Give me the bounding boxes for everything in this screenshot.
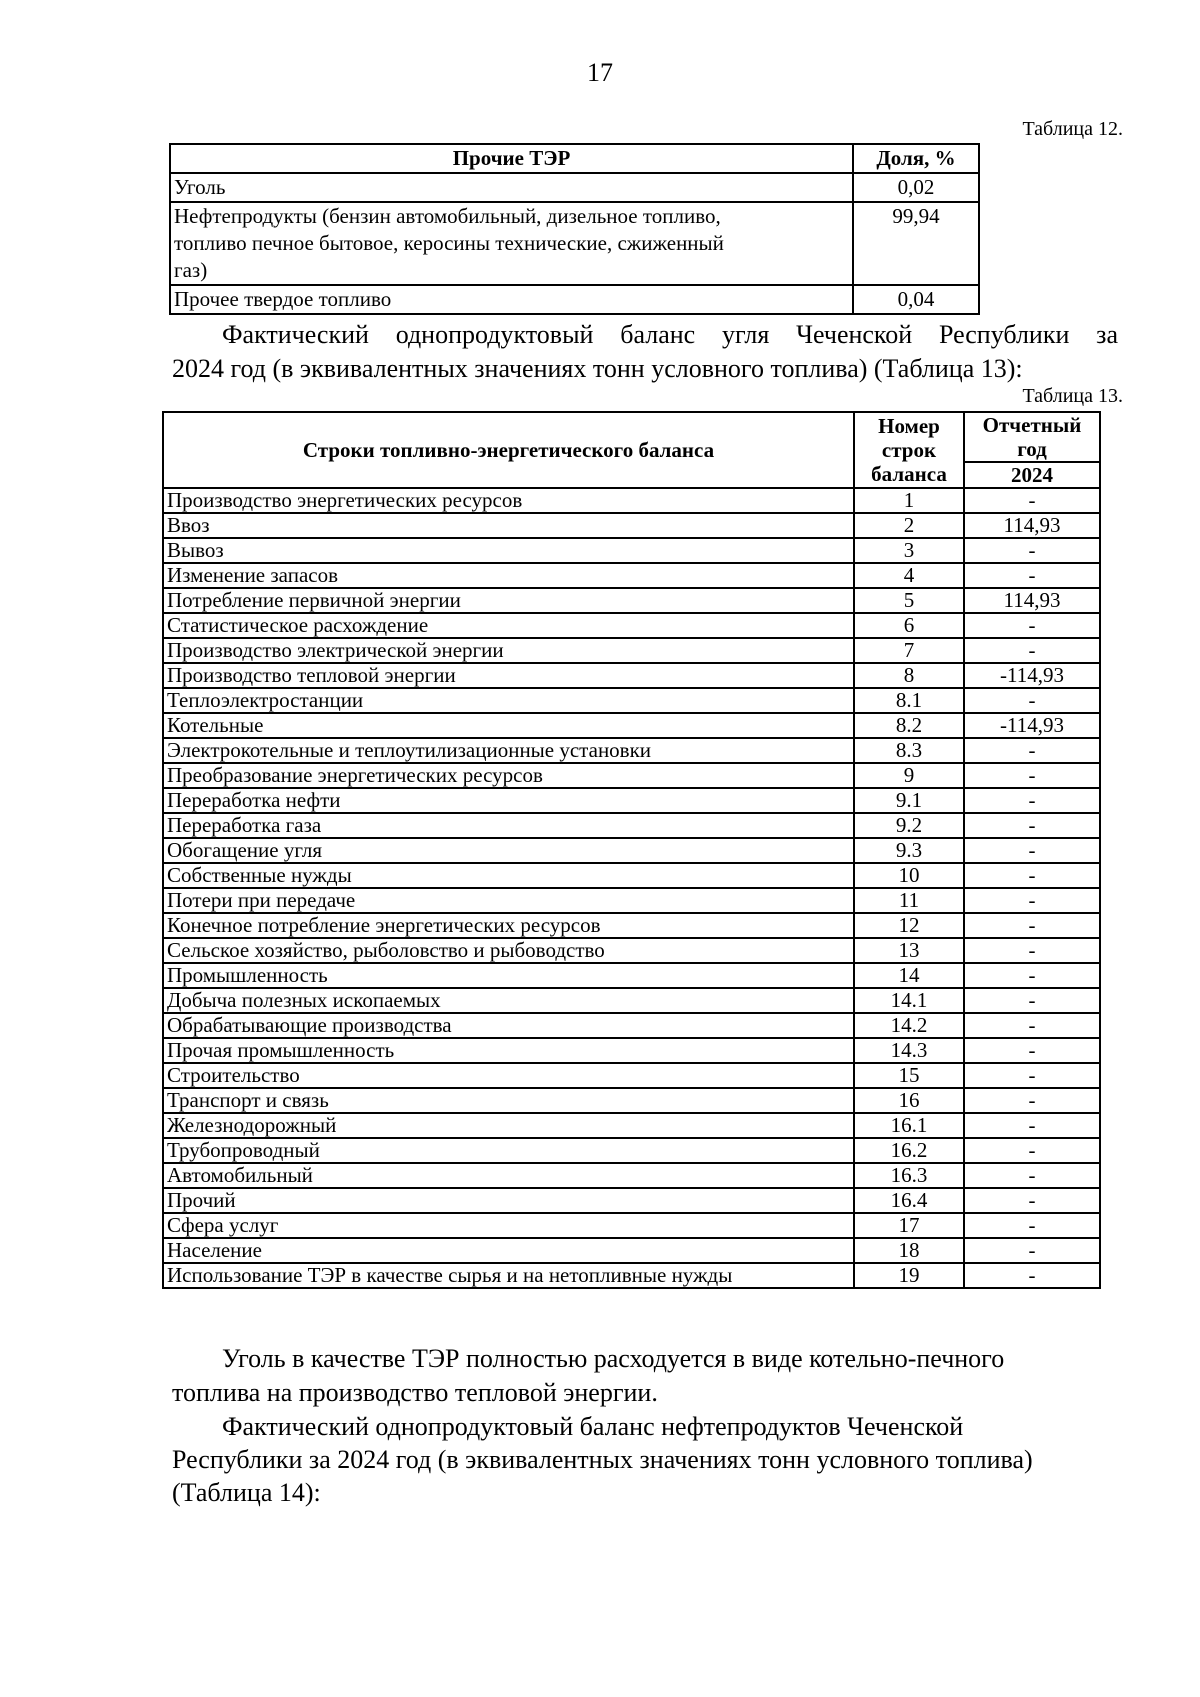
table-row (163, 613, 1100, 638)
table-13-cell-value: - (964, 888, 1100, 913)
table-13-cell-name: Транспорт и связь (163, 1088, 854, 1113)
table-row (163, 963, 1100, 988)
table-13-header-row (163, 412, 1100, 462)
paragraph-oil-products-balance-intro (172, 1410, 1118, 1509)
paragraph-line: Фактический однопродуктовый баланс нефтепродуктов Чеченской (222, 1412, 964, 1441)
header-line: год (1017, 437, 1047, 461)
table-row (163, 1238, 1100, 1263)
table-13-cell-number: 9.2 (854, 813, 964, 838)
table-row (163, 1088, 1100, 1113)
table-13-cell-value: - (964, 1013, 1100, 1038)
table-13-cell-number: 12 (854, 913, 964, 938)
table-13-header-number (854, 412, 964, 488)
table-13-cell-value: - (964, 1163, 1100, 1188)
header-line: строк (881, 438, 937, 462)
table-13-cell-name: Автомобильный (163, 1163, 854, 1188)
table-13-cell-value: -114,93 (964, 713, 1100, 738)
table-row (170, 173, 979, 202)
table-13-cell-value: - (964, 1213, 1100, 1238)
table-13-cell-value: - (964, 738, 1100, 763)
cell-line: газ) (174, 258, 208, 282)
table-13-cell-name: Потери при передаче (163, 888, 854, 913)
table-13-cell-value: - (964, 1263, 1100, 1288)
table-row (163, 713, 1100, 738)
table-row (163, 1113, 1100, 1138)
table-13-cell-name: Обрабатывающие производства (163, 1013, 854, 1038)
table-13-cell-name: Электрокотельные и теплоутилизационные установки (163, 738, 854, 763)
table-13-header-year: 2024 (964, 462, 1100, 488)
table-13-cell-value: - (964, 1088, 1100, 1113)
table-13-cell-number: 9.3 (854, 838, 964, 863)
table-row (163, 1063, 1100, 1088)
table-row (163, 938, 1100, 963)
paragraph-line: (Таблица 14): (172, 1478, 321, 1507)
table-13-cell-value: - (964, 613, 1100, 638)
table-13-cell-name: Переработка нефти (163, 788, 854, 813)
table-12-cell-name (170, 173, 853, 202)
table-13-cell-number: 8.3 (854, 738, 964, 763)
cell-line: Прочее твердое топливо (174, 287, 392, 311)
table-13-cell-value: - (964, 1063, 1100, 1088)
table-13-cell-name: Вывоз (163, 538, 854, 563)
table-row (163, 913, 1100, 938)
paragraph-line: 2024 год (в эквивалентных значениях тонн условного топлива) (Таблица 13): (172, 354, 1023, 383)
table-13-cell-value: - (964, 938, 1100, 963)
table-13-cell-value: 114,93 (964, 588, 1100, 613)
table-13-cell-name: Строительство (163, 1063, 854, 1088)
table-row (163, 1188, 1100, 1213)
table-row (163, 888, 1100, 913)
table-13-cell-number: 9 (854, 763, 964, 788)
page-number: 17 (587, 58, 613, 87)
table-13-cell-name: Производство тепловой энергии (163, 663, 854, 688)
table-row (163, 1163, 1100, 1188)
table-row (170, 285, 979, 314)
table-13-cell-number: 14.3 (854, 1038, 964, 1063)
table-13-cell-name: Трубопроводный (163, 1138, 854, 1163)
table-13-cell-number: 6 (854, 613, 964, 638)
table-13-cell-number: 9.1 (854, 788, 964, 813)
table-12-header-row (170, 144, 979, 173)
table-12-header-name: Прочие ТЭР (170, 144, 853, 173)
paragraph-line: топлива на производство тепловой энергии. (172, 1378, 658, 1407)
table-row (163, 1013, 1100, 1038)
table-13-cell-name: Население (163, 1238, 854, 1263)
table-12-cell-value: 99,94 (853, 202, 979, 285)
table-row (163, 688, 1100, 713)
table-13-cell-name: Статистическое расхождение (163, 613, 854, 638)
table-13-cell-name: Промышленность (163, 963, 854, 988)
table-13-cell-value: - (964, 1038, 1100, 1063)
table-row (163, 738, 1100, 763)
table-13-cell-name: Производство энергетических ресурсов (163, 488, 854, 513)
table-13-cell-name: Ввоз (163, 513, 854, 538)
table-13-cell-name: Изменение запасов (163, 563, 854, 588)
table-13-cell-number: 16.1 (854, 1113, 964, 1138)
paragraph-coal-balance-intro (172, 318, 1118, 386)
table-13-cell-number: 8.1 (854, 688, 964, 713)
table-13-cell-value: - (964, 863, 1100, 888)
table-13-cell-value: 114,93 (964, 513, 1100, 538)
table-13-header-year-group (964, 412, 1100, 462)
table-13-cell-value: -114,93 (964, 663, 1100, 688)
table-13-cell-value: - (964, 838, 1100, 863)
table-13-cell-value: - (964, 638, 1100, 663)
table-row (163, 488, 1100, 513)
table-13-cell-value: - (964, 1188, 1100, 1213)
table-12 (169, 143, 980, 315)
table-13-cell-value: - (964, 763, 1100, 788)
cell-line: Уголь (174, 175, 226, 199)
table-13-cell-name: Потребление первичной энергии (163, 588, 854, 613)
table-13-cell-name: Собственные нужды (163, 863, 854, 888)
table-13-cell-number: 16 (854, 1088, 964, 1113)
table-row (163, 838, 1100, 863)
table-13-cell-value: - (964, 988, 1100, 1013)
table-row (163, 813, 1100, 838)
table-13-cell-number: 5 (854, 588, 964, 613)
table-13-cell-value: - (964, 1238, 1100, 1263)
table-13-cell-number: 13 (854, 938, 964, 963)
table-13-cell-number: 3 (854, 538, 964, 563)
table-13-caption: Таблица 13. (1022, 385, 1123, 407)
table-row (163, 538, 1100, 563)
table-13-cell-name: Сельское хозяйство, рыболовство и рыбоводство (163, 938, 854, 963)
table-13-cell-number: 15 (854, 1063, 964, 1088)
table-row (163, 638, 1100, 663)
table-13-cell-number: 14 (854, 963, 964, 988)
table-13-cell-name: Производство электрической энергии (163, 638, 854, 663)
table-13-cell-number: 19 (854, 1263, 964, 1288)
table-13-cell-number: 16.2 (854, 1138, 964, 1163)
table-13-body (163, 488, 1100, 1288)
table-12-cell-name (170, 202, 853, 285)
paragraph-line: Республики за 2024 год (в эквивалентных значениях тонн условного топлива) (172, 1445, 1033, 1474)
table-13-header-rows-label: Строки топливно-энергетического баланса (163, 412, 854, 488)
table-row (163, 1138, 1100, 1163)
table-row (163, 588, 1100, 613)
table-row (163, 563, 1100, 588)
paragraph-line: Уголь в качестве ТЭР полностью расходуется в виде котельно-печного (222, 1344, 1005, 1373)
table-row (163, 513, 1100, 538)
table-12-cell-name (170, 285, 853, 314)
table-row (163, 863, 1100, 888)
table-13-cell-number: 17 (854, 1213, 964, 1238)
table-13-cell-number: 14.2 (854, 1013, 964, 1038)
table-13-cell-name: Обогащение угля (163, 838, 854, 863)
table-13-cell-number: 7 (854, 638, 964, 663)
table-row (163, 763, 1100, 788)
table-13-cell-number: 8 (854, 663, 964, 688)
table-row (163, 988, 1100, 1013)
table-13-cell-number: 14.1 (854, 988, 964, 1013)
table-row (170, 202, 979, 285)
table-13-cell-name: Сфера услуг (163, 1213, 854, 1238)
cell-line: топливо печное бытовое, керосины технические, сжиженный (174, 231, 724, 255)
table-13-cell-value: - (964, 538, 1100, 563)
table-13-cell-number: 8.2 (854, 713, 964, 738)
table-12-header-share: Доля, % (853, 144, 979, 173)
table-12-cell-value: 0,02 (853, 173, 979, 202)
table-13-cell-number: 4 (854, 563, 964, 588)
table-13-cell-value: - (964, 963, 1100, 988)
table-13-cell-value: - (964, 1113, 1100, 1138)
table-13-cell-value: - (964, 1138, 1100, 1163)
table-13-cell-number: 1 (854, 488, 964, 513)
header-line: баланса (871, 462, 947, 486)
table-13-cell-name: Конечное потребление энергетических ресурсов (163, 913, 854, 938)
header-line: Отчетный (982, 413, 1082, 437)
table-row (163, 1038, 1100, 1063)
table-13-cell-name: Прочая промышленность (163, 1038, 854, 1063)
table-13 (162, 411, 1101, 1289)
table-13-cell-number: 2 (854, 513, 964, 538)
table-13-cell-number: 16.3 (854, 1163, 964, 1188)
table-13-cell-value: - (964, 563, 1100, 588)
cell-line: Нефтепродукты (бензин автомобильный, дизельное топливо, (174, 204, 721, 228)
table-13-cell-value: - (964, 913, 1100, 938)
table-13-cell-name: Добыча полезных ископаемых (163, 988, 854, 1013)
table-row (163, 1263, 1100, 1288)
table-13-cell-value: - (964, 488, 1100, 513)
table-13-cell-value: - (964, 788, 1100, 813)
table-13-cell-value: - (964, 813, 1100, 838)
table-13-cell-number: 11 (854, 888, 964, 913)
header-line: Номер (878, 414, 940, 438)
table-row (163, 663, 1100, 688)
table-row (163, 788, 1100, 813)
table-13-cell-number: 18 (854, 1238, 964, 1263)
table-13-cell-name: Использование ТЭР в качестве сырья и на нетопливные нужды (163, 1263, 854, 1288)
table-13-cell-name: Прочий (163, 1188, 854, 1213)
table-13-cell-name: Теплоэлектростанции (163, 688, 854, 713)
table-13-cell-number: 10 (854, 863, 964, 888)
table-row (163, 1213, 1100, 1238)
table-12-cell-value: 0,04 (853, 285, 979, 314)
table-13-cell-name: Железнодорожный (163, 1113, 854, 1138)
table-13-cell-name: Преобразование энергетических ресурсов (163, 763, 854, 788)
table-13-cell-number: 16.4 (854, 1188, 964, 1213)
table-13-cell-name: Переработка газа (163, 813, 854, 838)
table-12-caption: Таблица 12. (1022, 118, 1123, 140)
table-13-cell-value: - (964, 688, 1100, 713)
paragraph-line: Фактический однопродуктовый баланс угля Чеченской Республики за (222, 320, 1118, 349)
table-13-cell-name: Котельные (163, 713, 854, 738)
paragraph-coal-usage (172, 1342, 1118, 1410)
